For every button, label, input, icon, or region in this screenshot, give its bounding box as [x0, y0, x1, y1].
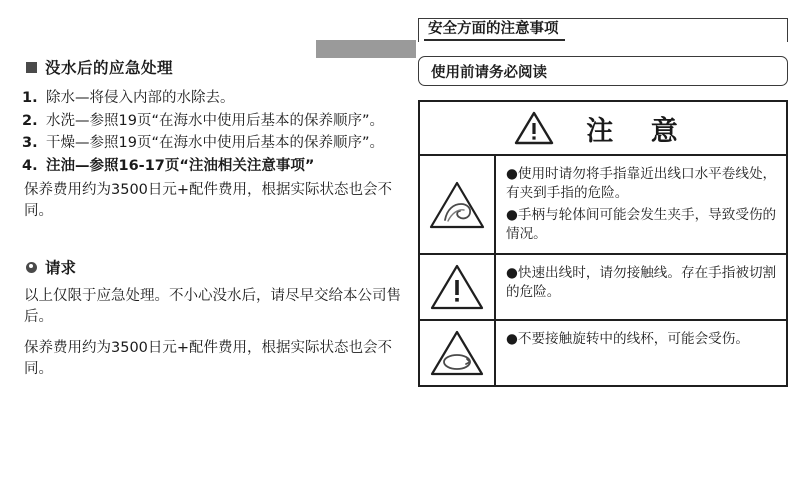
bullet-line: [506, 330, 778, 349]
safety-header-title: 安全方面的注意事项: [424, 20, 565, 41]
bullet-text: ●使用时请勿将手指靠近出线口水平卷线处，有夹到手指的危险。: [506, 166, 777, 202]
left-column: [18, 18, 406, 481]
bullet-line: [506, 264, 778, 303]
emergency-steps-list: [22, 88, 406, 176]
caution-label: 注 意: [586, 115, 692, 147]
list-item-number: 2.: [22, 112, 38, 129]
list-item-number: 3.: [22, 135, 38, 152]
request-paragraph-1: 以上仅限于应急处理。不小心没水后，请尽早交给本公司售后。: [24, 288, 401, 326]
list-item-number: 4.: [22, 157, 38, 174]
table-cell-text: [496, 321, 786, 385]
warning-exclamation-triangle-icon: [420, 255, 496, 319]
bullet-text: ●手柄与轮体间可能会发生夹手，导致受伤的情况。: [506, 206, 777, 242]
table-row: [420, 156, 786, 255]
emergency-section-heading-label: 没水后的应急处理: [45, 59, 174, 77]
list-item-text: 除水—将侵入内部的水除去。: [46, 90, 235, 106]
warning-exclamation-triangle-icon: [514, 111, 554, 145]
table-row: [420, 255, 786, 321]
square-bullet-icon: [26, 62, 37, 73]
request-paragraph-2: 保养费用约为3500日元+配件费用，根据实际状态也会不同。: [24, 340, 393, 378]
caution-table: [418, 100, 788, 387]
warning-rotating-spool-triangle-icon: [420, 321, 496, 385]
bullet-line: [506, 165, 778, 204]
read-before-use-label: 使用前请务必阅读: [431, 64, 547, 81]
list-item: [22, 88, 406, 109]
caution-table-header: [420, 102, 786, 156]
list-item-text: 干燥—参照19页“在海水中使用后基本的保养顺序”。: [46, 135, 384, 152]
list-item: [22, 133, 406, 154]
request-heading: [26, 256, 406, 278]
read-before-use-box: [418, 56, 788, 86]
circle-bullet-icon: [26, 262, 37, 273]
table-row: [420, 321, 786, 385]
gray-redaction-bar: [316, 40, 416, 58]
bullet-text: ●不要接触旋转中的线杯，可能会受伤。: [506, 331, 749, 348]
list-item: [22, 111, 406, 132]
table-cell-text: [496, 255, 786, 319]
list-item-text: 水洗—参照19页“在海水中使用后基本的保养顺序”。: [46, 112, 384, 129]
bullet-text: ●快速出线时，请勿接触线。存在手指被切割的危险。: [506, 265, 777, 301]
warning-hand-triangle-icon: [420, 156, 496, 253]
bullet-line: [506, 206, 778, 245]
emergency-section-heading: [26, 56, 406, 78]
list-item-number: 1.: [22, 90, 38, 106]
list-item-text: 注油—参照16-17页“注油相关注意事项”: [46, 157, 315, 174]
table-cell-text: [496, 156, 786, 253]
safety-header: [418, 18, 788, 44]
right-column: [418, 18, 788, 387]
request-heading-label: 请求: [45, 259, 77, 278]
list-item: [22, 156, 406, 177]
maintenance-cost-note: 保养费用约为3500日元+配件费用，根据实际状态也会不同。: [24, 182, 393, 220]
